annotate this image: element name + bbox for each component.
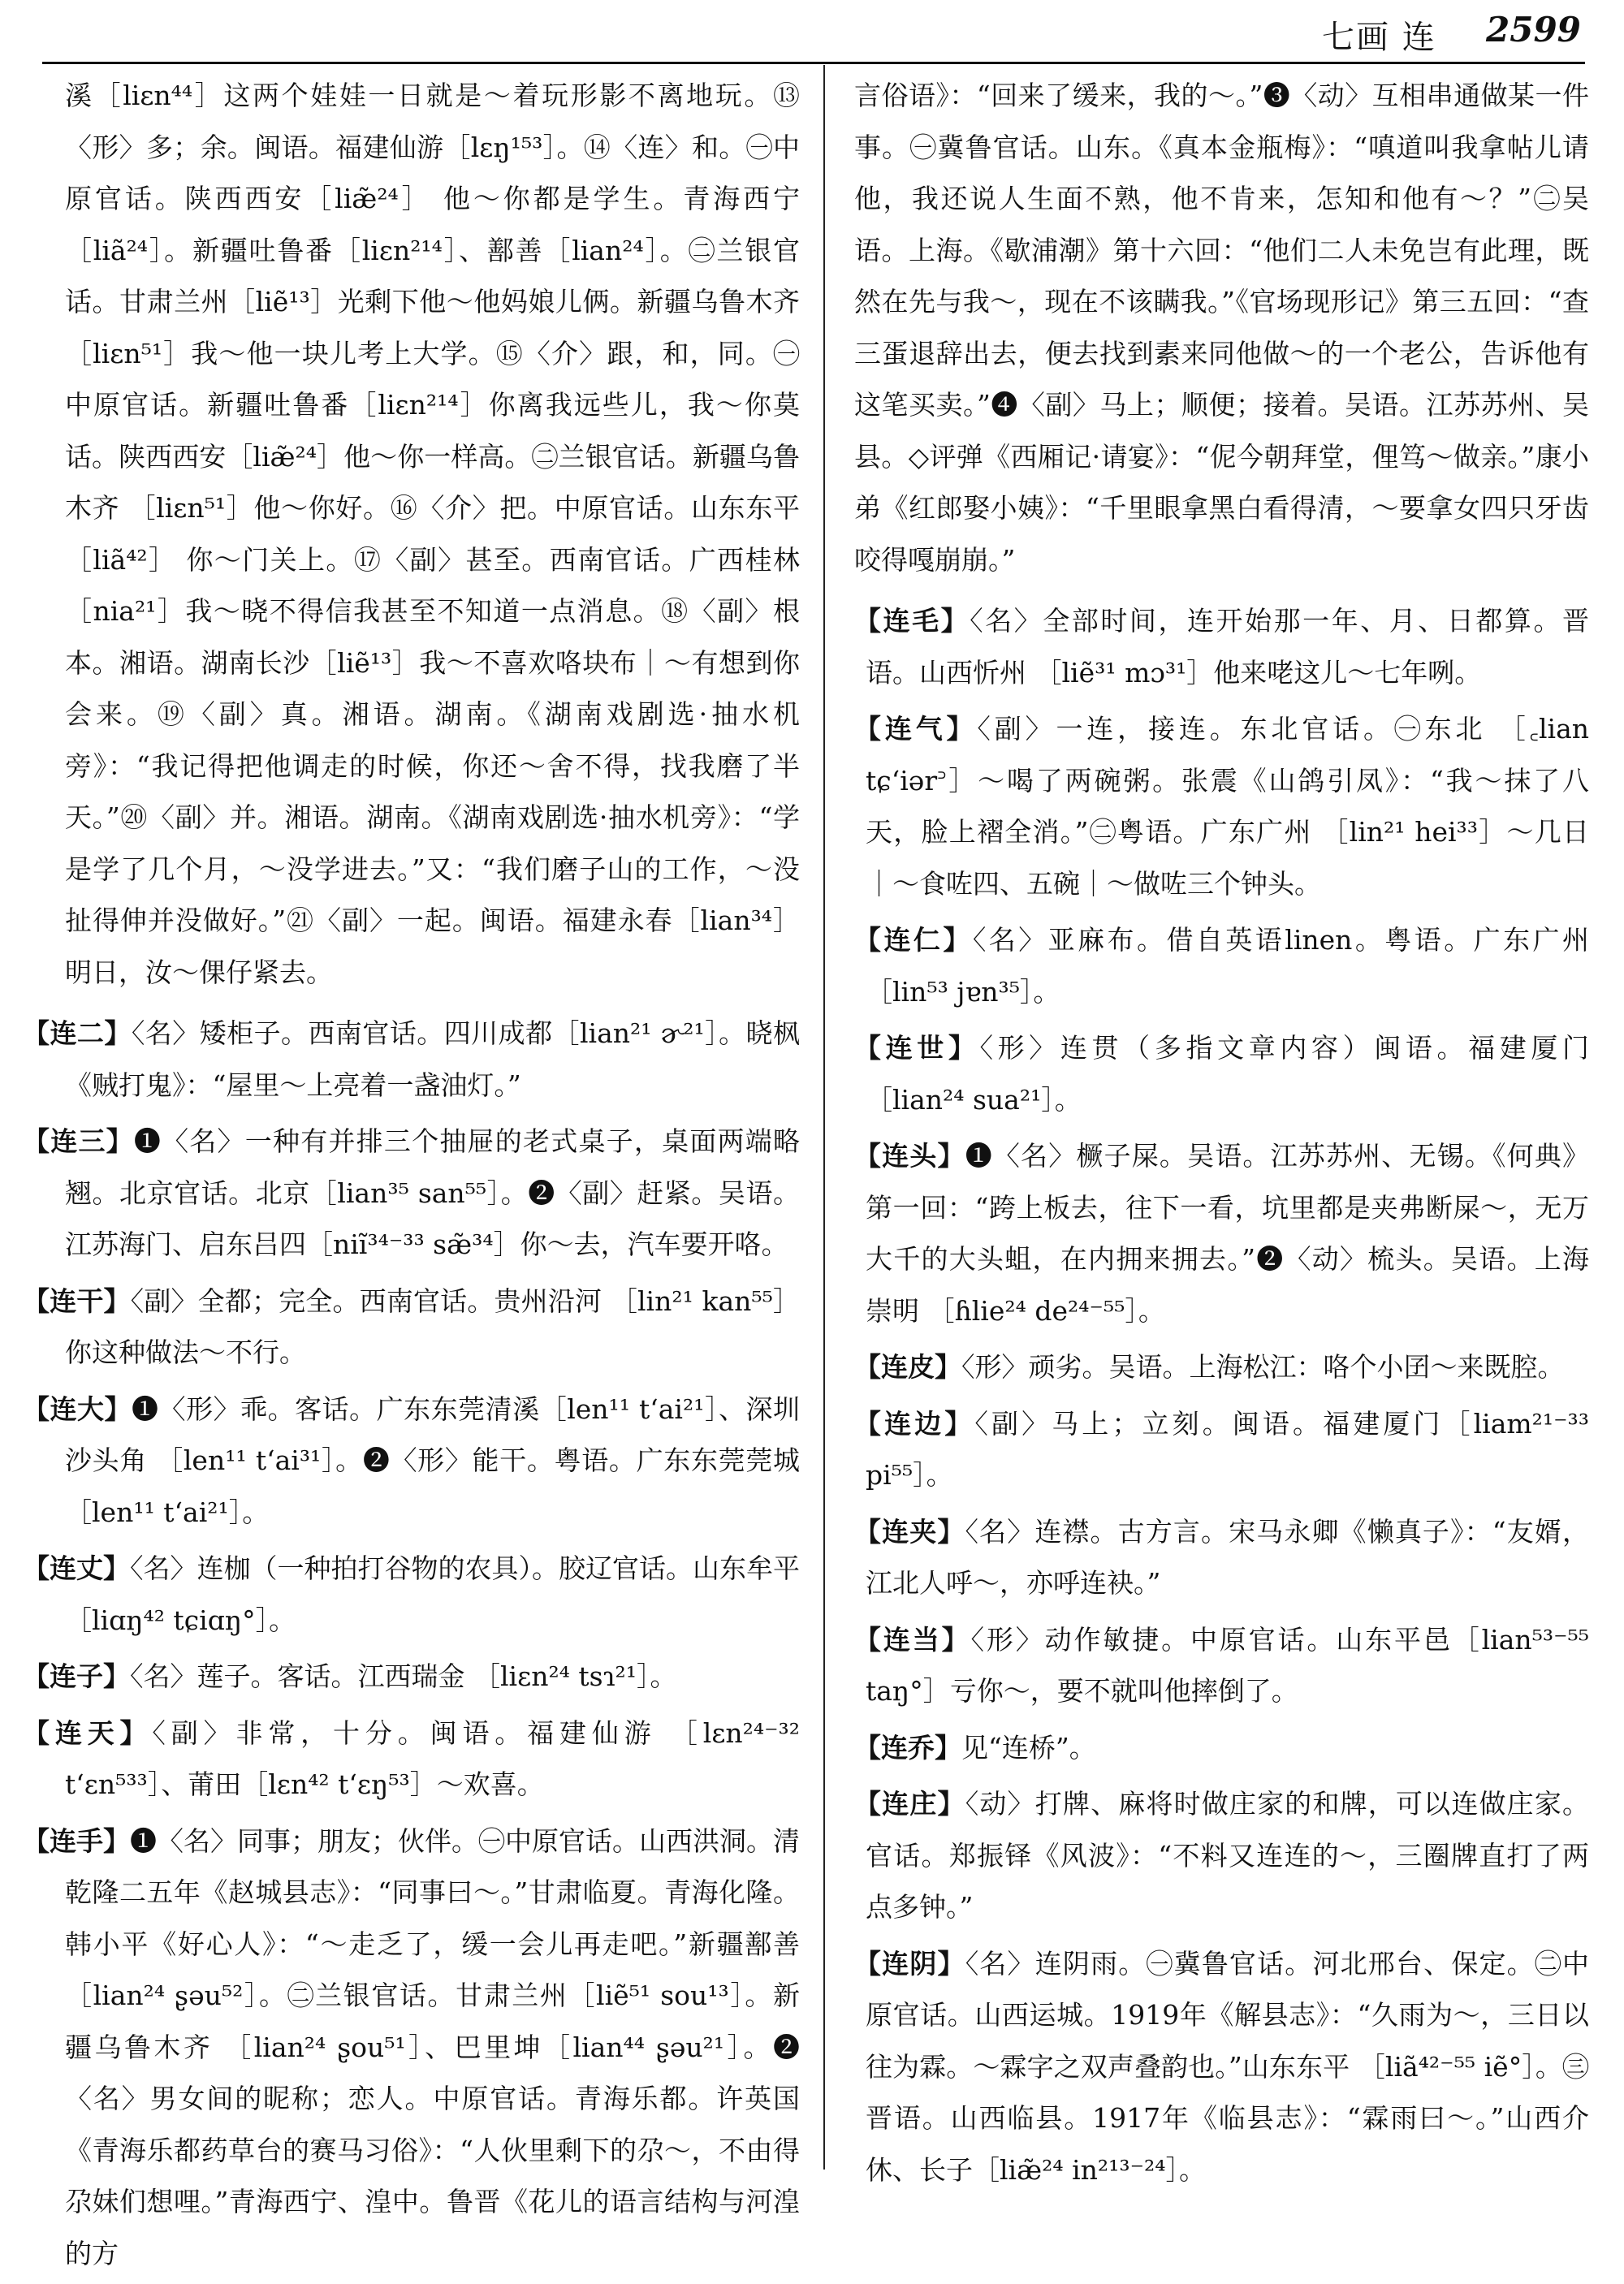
dictionary-entry: [854, 914, 1589, 1017]
entry-text: ❶〈形〉乖。客话。广东东莞清溪［len¹¹ tʻai²¹］、深圳沙头角 ［len¹¹ tʻai³¹］。❷〈形〉能干。粤语。广东东莞莞城［len¹¹ tʻai²¹］。: [65, 1392, 800, 1528]
entry-text: 〈名〉连枷（一种拍打谷物的农具）。胶辽官话。山东牟平［liɑŋ⁴² tɕiɑŋ°］。: [65, 1552, 800, 1636]
headword: 【连子】: [23, 1660, 130, 1692]
entry-text: 〈形〉动作敏捷。中原官话。山东平邑［lian⁵³⁻⁵⁵ taŋ°］亏你～，要不就叫他摔倒了。: [866, 1623, 1590, 1707]
page-header: [0, 0, 1624, 65]
headword: 【连阴】: [854, 1947, 965, 1980]
headword: 【连头】: [854, 1140, 965, 1172]
headword: 【连气】: [854, 713, 978, 745]
headword: 【连夹】: [854, 1515, 965, 1548]
left-column: [23, 70, 801, 2284]
headword: 【连干】: [23, 1284, 131, 1317]
headword: 【连三】: [23, 1125, 134, 1157]
entry-text: 〈形〉顽劣。吴语。上海松江：咯个小囝～来既腔。: [961, 1351, 1565, 1383]
header-rule: [42, 62, 1585, 64]
headword: 【连庄】: [854, 1788, 965, 1820]
dictionary-entry: [854, 1341, 1589, 1393]
entry-text: 溪［liɛn⁴⁴］这两个娃娃一日就是～着玩形影不离地玩。⑬〈形〉多；余。闽语。福建仙游［lɛŋ¹⁵³］。⑭〈连〉和。㊀中原官话。陕西西安［liæ̃²⁴］ 他～你都是学生。青海西宁［liã²⁴］。新疆吐鲁番［liɛn²¹⁴］、鄯善［lian²⁴］。㊁兰银官话。甘肃兰州［liẽ¹³］光剩下他～他妈娘儿俩。新疆乌鲁木齐［liɛn⁵¹］我～他一块儿考上大学。⑮〈介〉跟，和，同。㊀中原官话。新疆吐鲁番［liɛn²¹⁴］你离我远些儿，我～你莫话。陕西西安［liæ̃²⁴］他～你一样高。㊁兰银官话。新疆乌鲁木齐 ［liɛn⁵¹］他～你好。⑯〈介〉把。中原官话。山东东平 ［liã⁴²］ 你～门关上。⑰〈副〉甚至。西南官话。广西桂林［nia²¹］我～晓不得信我甚至不知道一点消息。⑱〈副〉根本。湘语。湖南长沙［liẽ¹³］我～不喜欢咯块布｜～有想到你会来。⑲〈副〉真。湘语。湖南。《湖南戏剧选·抽水机旁》：“我记得把他调走的时候，你还～舍不得，找我磨了半天。”⑳〈副〉并。湘语。湖南。《湖南戏剧选·抽水机旁》：“学是学了几个月，～没学进去。”又：“我们磨子山的工作，～没扯得伸并没做好。”㉑〈副〉一起。闽语。福建永春［lian³⁴］ 明日，汝～倮仔紧去。: [65, 80, 800, 988]
dictionary-entry: [23, 1008, 800, 1111]
entry-text: 〈形〉连贯（多指文章内容）闽语。福建厦门 ［lian²⁴ sua²¹］。: [866, 1032, 1590, 1116]
headword: 【连当】: [854, 1623, 971, 1656]
dictionary-entry: [854, 1506, 1589, 1609]
dictionary-entry: [23, 1276, 801, 1379]
dictionary-entry: [65, 70, 800, 998]
right-column: [854, 70, 1589, 2200]
entry-text: 〈名〉莲子。客话。江西瑞金 ［liɛn²⁴ tsɿ²¹］。: [130, 1660, 677, 1692]
dictionary-entry: [854, 1398, 1589, 1501]
entry-text: ❶〈名〉一种有并排三个抽屉的老式桌子，桌面两端略翘。北京官话。北京［lian³⁵ san⁵⁵］。❷〈副〉赶紧。吴语。江苏海门、启东吕四［niĩ³⁴⁻³³ sæ̃³⁴］你～去，汽车要开咯。: [65, 1125, 801, 1260]
dictionary-entry: [854, 70, 1589, 585]
page-number: 2599: [1486, 10, 1581, 50]
dictionary-entry: [23, 1651, 800, 1703]
headword: 【连二】: [23, 1017, 132, 1049]
entry-text: ❶〈名〉橛子屎。吴语。江苏苏州、无锡。《何典》第一回：“跨上板去，往下一看，坑里都是夹弗断屎～，无万大千的大头蛆，在内拥来拥去。”❷〈动〉梳头。吴语。上海崇明 ［ɦlie²⁴ de²⁴⁻⁵⁵］。: [866, 1140, 1590, 1327]
dictionary-entry: [854, 1778, 1589, 1933]
entry-text: 〈副〉非常，十分。闽语。福建仙游 ［lɛn²⁴⁻³² tʻɛn⁵³³］、莆田［lɛn⁴² tʻɛŋ⁵³］～欢喜。: [65, 1716, 801, 1800]
running-head: 七画 连: [1322, 19, 1436, 56]
entry-text: 〈动〉打牌、麻将时做庄家的和牌，可以连做庄家。官话。郑振铎《风波》：“不料又连连的～，三圈牌直打了两点多钟。”: [866, 1788, 1590, 1923]
dictionary-entry: [23, 1543, 800, 1646]
headword: 【连乔】: [854, 1731, 961, 1764]
entry-text: ❶〈名〉同事；朋友；伙伴。㊀中原官话。山西洪洞。清乾隆二五年《赵城县志》：“同事曰～。”甘肃临夏。青海化隆。韩小平《好心人》：“～走乏了，缓一会儿再走吧。”新疆鄯善［lian²⁴ ʂəu⁵²］。㊁兰银官话。甘肃兰州［liẽ⁵¹ sou¹³］。新疆乌鲁木齐 ［lian²⁴ ʂou⁵¹］、巴里坤［lian⁴⁴ ʂəu²¹］。❷〈名〉男女间的昵称；恋人。中原官话。青海乐都。许英国《青海乐都药草台的赛马习俗》：“人伙里剩下的尕～，不由得尕妹们想哩。”青海西宁、湟中。鲁晋《花儿的语言结构与河湟的方: [65, 1824, 800, 2269]
dictionary-entry: [854, 1938, 1589, 2196]
dictionary-entry: [854, 1614, 1589, 1717]
entry-text: 〈副〉马上；立刻。闽语。福建厦门［liam²¹⁻³³ pi⁵⁵］。: [866, 1407, 1589, 1491]
dictionary-entry: [854, 703, 1589, 909]
headword: 【连边】: [854, 1407, 975, 1440]
entry-text: 〈名〉连襟。古方言。宋马永卿《懒真子》：“友婿，江北人呼～，亦呼连袂。”: [866, 1515, 1590, 1599]
entry-text: 〈名〉亚麻布。借自英语linen。粤语。广东广州［lin⁵³ jɐn³⁵］。: [866, 924, 1590, 1008]
dictionary-entry: [854, 1022, 1589, 1125]
dictionary-entry: [854, 1722, 1589, 1774]
headword: 【连世】: [854, 1032, 980, 1064]
dictionary-entry: [23, 1816, 800, 2280]
entry-text: 〈名〉全部时间，连开始那一年、月、日都算。晋语。山西忻州 ［liẽ³¹ mɔ³¹］他来咾这儿～七年咧。: [866, 605, 1590, 689]
dictionary-entry: [854, 1130, 1589, 1336]
headword: 【连天】: [23, 1716, 153, 1749]
dictionary-entry: [854, 595, 1589, 698]
entry-text: 言俗语》：“回来了缓来，我的～。”❸〈动〉互相串通做某一件事。㊀冀鲁官话。山东。《真本金瓶梅》：“嗔道叫我拿帖儿请他，我还说人生面不熟，他不肯来，怎知和他有～？”㊁吴语。上海。《歇浦潮》第十六回：“他们二人未免岂有此理，既然在先与我～，现在不该瞒我。”《官场现形记》第三五回：“查三蛋退辞出去，便去找到素来同他做～的一个老公，告诉他有这笔买卖。”❹〈副〉马上；顺便；接着。吴语。江苏苏州、吴县。◇评弹《西厢记·请宴》：“伲今朝拜堂，俚笃～做亲。”康小弟《红郎娶小姨》：“千里眼拿黑白看得清，～要拿女四只牙齿咬得嘎崩崩。”: [854, 80, 1589, 576]
entry-text: 〈名〉矮柜子。西南官话。四川成都［lian²¹ ɚ²¹］。晓枫《贼打鬼》：“屋里～上亮着一盏油灯。”: [65, 1017, 800, 1101]
dictionary-entry: [23, 1708, 801, 1811]
column-divider: [823, 65, 825, 2170]
dictionary-entry: [23, 1116, 801, 1271]
headword: 【连毛】: [854, 605, 970, 637]
headword: 【连仁】: [854, 924, 973, 956]
entry-text: 〈副〉一连，接连。东北官话。㊀东北 ［꜀lian tɕʻiər꜄］～喝了两碗粥。张震《山鸽引凤》：“我～抹了八天，脸上褶全消。”㊁粤语。广东广州 ［lin²¹ hei³³］～几日｜～食咗四、五碗｜～做咗三个钟头。: [866, 713, 1589, 900]
headword: 【连大】: [23, 1392, 132, 1425]
headword: 【连皮】: [854, 1351, 961, 1383]
dictionary-entry: [23, 1384, 800, 1539]
entry-text: 见“连桥”。: [961, 1731, 1096, 1764]
entry-text: 〈名〉连阴雨。㊀冀鲁官话。河北邢台、保定。㊁中原官话。山西运城。1919年《解县志》：“久雨为～，三日以往为霖。～霖字之双声叠韵也。”山东东平 ［liã⁴²⁻⁵⁵ iẽ°］。㊂晋语。山西临县。1917年《临县志》：“霖雨曰～。”山西介休、长子［liæ̃²⁴ in²¹³⁻²⁴］。: [866, 1947, 1590, 2186]
headword: 【连手】: [23, 1824, 130, 1857]
entry-text: 〈副〉全都；完全。西南官话。贵州沿河 ［lin²¹ kan⁵⁵］你这种做法～不行。: [65, 1284, 801, 1368]
headword: 【连丈】: [23, 1552, 130, 1584]
